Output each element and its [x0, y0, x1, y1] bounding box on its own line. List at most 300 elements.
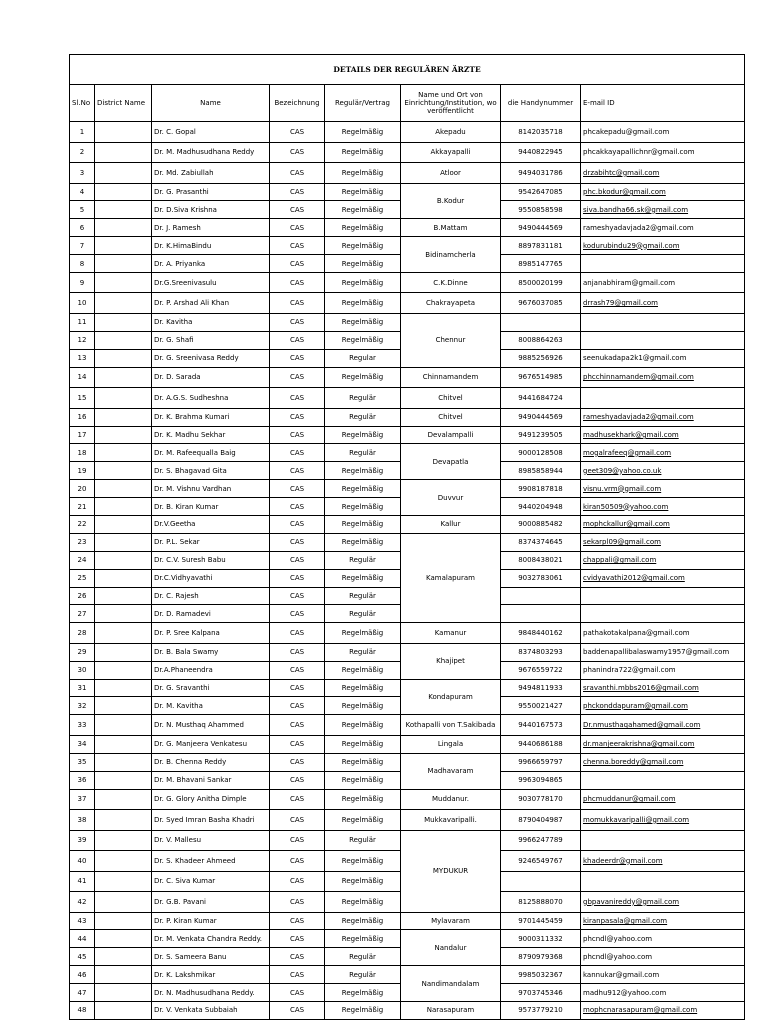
institution-cell: Chinnamandem [401, 367, 501, 388]
table-row [70, 408, 745, 426]
institution-cell: Narasapuram [401, 1002, 501, 1020]
designation-cell: CAS [270, 643, 325, 661]
designation-cell: CAS [270, 331, 325, 349]
type-cell: Regelmäßig [325, 715, 401, 736]
type-cell: Regelmäßig [325, 569, 401, 587]
header-sl-no: Sl.No [70, 85, 95, 122]
email-link[interactable]: phcndl@yahoo.com [583, 934, 653, 943]
email-cell [581, 789, 745, 810]
designation-cell: CAS [270, 715, 325, 736]
designation-cell: CAS [270, 697, 325, 715]
institution-cell: Lingala [401, 735, 501, 753]
type-cell: Regulär [325, 388, 401, 409]
institution-cell: Akkayapalli [401, 142, 501, 163]
institution-cell: C.K.Dinne [401, 272, 501, 293]
email-cell [581, 587, 745, 605]
table-row [70, 753, 745, 771]
email-link[interactable]: Dr.nmusthaqahamed@gmail.com [583, 721, 701, 730]
district-cell [95, 810, 152, 831]
sl-no-cell: 37 [70, 789, 95, 810]
sl-no-cell: 46 [70, 966, 95, 984]
mobile-cell: 8008438021 [501, 551, 581, 569]
email-link[interactable]: rameshyadavjada2@gmail.com [583, 413, 694, 422]
institution-cell: Kamalapuram [401, 533, 501, 622]
email-link[interactable]: phckonddapuram@gmail.com [583, 701, 688, 710]
name-cell: Dr. C. Rajesh [152, 587, 270, 605]
district-cell [95, 462, 152, 480]
table-row [70, 293, 745, 314]
designation-cell: CAS [270, 789, 325, 810]
district-cell [95, 715, 152, 736]
sl-no-cell: 14 [70, 367, 95, 388]
type-cell: Regelmäßig [325, 498, 401, 516]
mobile-cell: 9963094865 [501, 771, 581, 789]
table-row [70, 533, 745, 551]
name-cell: Dr. V. Venkata Subbaiah [152, 1002, 270, 1020]
mobile-cell: 9494811933 [501, 679, 581, 697]
email-cell [581, 871, 745, 892]
designation-cell: CAS [270, 771, 325, 789]
email-link[interactable]: mophcnarasapuram@gmail.com [583, 1006, 698, 1015]
email-link[interactable]: madhu912@yahoo.com [583, 988, 667, 997]
district-cell [95, 679, 152, 697]
mobile-cell: 8790404987 [501, 810, 581, 831]
designation-cell: CAS [270, 930, 325, 948]
name-cell: Dr. B. Chenna Reddy [152, 753, 270, 771]
mobile-cell: 9490444569 [501, 219, 581, 237]
district-cell [95, 367, 152, 388]
designation-cell: CAS [270, 605, 325, 623]
designation-cell: CAS [270, 871, 325, 892]
district-cell [95, 735, 152, 753]
email-cell [581, 142, 745, 163]
mobile-cell: 9440822945 [501, 142, 581, 163]
sl-no-cell: 30 [70, 661, 95, 679]
district-cell [95, 408, 152, 426]
mobile-cell: 9676514985 [501, 367, 581, 388]
designation-cell: CAS [270, 426, 325, 444]
district-cell [95, 388, 152, 409]
sl-no-cell: 23 [70, 533, 95, 551]
mobile-cell: 9550021427 [501, 697, 581, 715]
mobile-cell: 9908187818 [501, 480, 581, 498]
table-row [70, 313, 745, 331]
sl-no-cell: 11 [70, 313, 95, 331]
email-cell [581, 201, 745, 219]
institution-cell: MYDUKUR [401, 830, 501, 912]
email-cell [581, 122, 745, 143]
designation-cell: CAS [270, 892, 325, 913]
email-link[interactable]: gbpavanireddy@gmail.com [583, 897, 680, 906]
table-row [70, 966, 745, 984]
sl-no-cell: 5 [70, 201, 95, 219]
mobile-cell: 9441684724 [501, 388, 581, 409]
type-cell: Regelmäßig [325, 183, 401, 201]
type-cell: Regelmäßig [325, 163, 401, 184]
mobile-cell: 8500020199 [501, 272, 581, 293]
email-cell [581, 515, 745, 533]
sl-no-cell: 33 [70, 715, 95, 736]
type-cell: Regelmäßig [325, 679, 401, 697]
name-cell: Dr. B. Kiran Kumar [152, 498, 270, 516]
email-link[interactable]: phcakepadu@gmail.com [583, 127, 670, 136]
table-row [70, 679, 745, 697]
sl-no-cell: 4 [70, 183, 95, 201]
sl-no-cell: 19 [70, 462, 95, 480]
email-cell [581, 533, 745, 551]
mobile-cell: 8985858944 [501, 462, 581, 480]
type-cell: Regelmäßig [325, 331, 401, 349]
table-row [70, 272, 745, 293]
institution-cell: B.Mattam [401, 219, 501, 237]
type-cell: Regulär [325, 966, 401, 984]
designation-cell: CAS [270, 462, 325, 480]
designation-cell: CAS [270, 237, 325, 255]
sl-no-cell: 24 [70, 551, 95, 569]
designation-cell: CAS [270, 984, 325, 1002]
email-cell [581, 810, 745, 831]
mobile-cell [501, 871, 581, 892]
designation-cell: CAS [270, 1002, 325, 1020]
mobile-cell: 9490444569 [501, 408, 581, 426]
email-link[interactable]: sekarpl09@gmail.com [583, 538, 661, 547]
district-cell [95, 515, 152, 533]
email-link[interactable]: anjanabhiram@gmail.com [583, 278, 676, 287]
email-link[interactable]: mophckallur@gmail.com [583, 520, 670, 529]
sl-no-cell: 31 [70, 679, 95, 697]
email-cell [581, 444, 745, 462]
sl-no-cell: 9 [70, 272, 95, 293]
designation-cell: CAS [270, 533, 325, 551]
designation-cell: CAS [270, 851, 325, 872]
sl-no-cell: 48 [70, 1002, 95, 1020]
name-cell: Dr. D. Sarada [152, 367, 270, 388]
district-cell [95, 587, 152, 605]
email-link[interactable]: kannukar@gmail.com [583, 970, 660, 979]
email-cell [581, 408, 745, 426]
name-cell: Dr. P. Sree Kalpana [152, 623, 270, 644]
sl-no-cell: 44 [70, 930, 95, 948]
email-link[interactable]: pathakotakalpana@gmail.com [583, 629, 690, 638]
name-cell: Dr. K. Brahma Kumari [152, 408, 270, 426]
district-cell [95, 533, 152, 551]
email-link[interactable]: chenna.boreddy@gmail.com [583, 758, 684, 767]
mobile-cell: 9701445459 [501, 912, 581, 930]
designation-cell: CAS [270, 830, 325, 851]
sl-no-cell: 10 [70, 293, 95, 314]
sl-no-cell: 25 [70, 569, 95, 587]
mobile-cell: 8374374645 [501, 533, 581, 551]
sl-no-cell: 7 [70, 237, 95, 255]
email-cell [581, 367, 745, 388]
email-link[interactable]: kiranpasala@gmail.com [583, 916, 668, 925]
table-row [70, 515, 745, 533]
type-cell: Regulär [325, 948, 401, 966]
institution-cell: Kothapalli von T.Sakibada [401, 715, 501, 736]
district-cell [95, 498, 152, 516]
table-row [70, 715, 745, 736]
institution-cell: Chitvel [401, 388, 501, 409]
mobile-cell: 9848440162 [501, 623, 581, 644]
institution-cell: Kamanur [401, 623, 501, 644]
mobile-cell: 9966659797 [501, 753, 581, 771]
email-link[interactable]: baddenapallibalaswamy1957@gmail.com [583, 648, 730, 657]
email-cell [581, 462, 745, 480]
type-cell: Regulär [325, 408, 401, 426]
district-cell [95, 569, 152, 587]
district-cell [95, 771, 152, 789]
designation-cell: CAS [270, 122, 325, 143]
mobile-cell: 9000311332 [501, 930, 581, 948]
email-link[interactable]: cvidyavathi2012@gmail.com [583, 574, 685, 583]
type-cell: Regelmäßig [325, 661, 401, 679]
email-cell [581, 735, 745, 753]
sl-no-cell: 15 [70, 388, 95, 409]
district-cell [95, 444, 152, 462]
mobile-cell: 9542647085 [501, 183, 581, 201]
name-cell: Dr. S. Sameera Banu [152, 948, 270, 966]
district-cell [95, 605, 152, 623]
type-cell: Regelmäßig [325, 771, 401, 789]
email-cell [581, 930, 745, 948]
district-cell [95, 313, 152, 331]
email-link[interactable]: phcmuddanur@gmail.com [583, 795, 676, 804]
email-cell [581, 272, 745, 293]
name-cell: Dr. K. Lakshmikar [152, 966, 270, 984]
district-cell [95, 163, 152, 184]
designation-cell: CAS [270, 661, 325, 679]
email-link[interactable]: phcchinnamandem@gmail.com [583, 373, 694, 382]
type-cell: Regelmäßig [325, 789, 401, 810]
designation-cell: CAS [270, 408, 325, 426]
designation-cell: CAS [270, 272, 325, 293]
email-cell [581, 679, 745, 697]
email-link[interactable]: drzabihtc@gmail.com [583, 168, 660, 177]
email-link[interactable]: phcndl@yahoo.com [583, 952, 653, 961]
type-cell: Regelmäßig [325, 984, 401, 1002]
mobile-cell: 9440686188 [501, 735, 581, 753]
district-cell [95, 183, 152, 201]
header-designation: Bezeichnung [270, 85, 325, 122]
sl-no-cell: 27 [70, 605, 95, 623]
district-cell [95, 948, 152, 966]
email-cell [581, 830, 745, 851]
type-cell: Regulär [325, 643, 401, 661]
table-row [70, 912, 745, 930]
table-title: DETAILS DER REGULÄREN ÄRZTE [70, 55, 745, 85]
sl-no-cell: 32 [70, 697, 95, 715]
name-cell: Dr. M. Kavitha [152, 697, 270, 715]
name-cell: Dr. Md. Zabiullah [152, 163, 270, 184]
email-link[interactable]: madhusekhark@gmail.com [583, 430, 679, 439]
mobile-cell: 8897831181 [501, 237, 581, 255]
email-link[interactable]: kiran50509@yahoo.com [583, 502, 669, 511]
designation-cell: CAS [270, 569, 325, 587]
district-cell [95, 984, 152, 1002]
email-link[interactable]: dr.manjeerakrishna@gmail.com [583, 740, 695, 749]
email-link[interactable]: drrash79@gmail.com [583, 299, 658, 308]
district-cell [95, 661, 152, 679]
sl-no-cell: 16 [70, 408, 95, 426]
email-cell [581, 605, 745, 623]
name-cell: Dr. P. Arshad Ali Khan [152, 293, 270, 314]
institution-cell: Akepadu [401, 122, 501, 143]
type-cell: Regelmäßig [325, 462, 401, 480]
table-row [70, 735, 745, 753]
table-row [70, 388, 745, 409]
email-link[interactable]: sravanthi.mbbs2016@gmail.com [583, 684, 699, 693]
table-row [70, 183, 745, 201]
email-cell [581, 643, 745, 661]
sl-no-cell: 38 [70, 810, 95, 831]
email-link[interactable]: visnu.vrm@gmail.com [583, 484, 662, 493]
name-cell: Dr. G. Sreenivasa Reddy [152, 349, 270, 367]
email-cell [581, 715, 745, 736]
email-link[interactable]: kodurubindu29@gmail.com [583, 241, 680, 250]
table-row [70, 426, 745, 444]
mobile-cell: 9000128508 [501, 444, 581, 462]
type-cell: Regelmäßig [325, 892, 401, 913]
table-row [70, 219, 745, 237]
email-cell [581, 1002, 745, 1020]
mobile-cell: 9440204948 [501, 498, 581, 516]
mobile-cell: 9000885482 [501, 515, 581, 533]
mobile-cell: 9676559722 [501, 661, 581, 679]
institution-cell: Nandimandalam [401, 966, 501, 1002]
sl-no-cell: 36 [70, 771, 95, 789]
header-institution-place: Name und Ort von Einrichtung/Institution, wo veröffentlicht [401, 85, 501, 122]
email-cell [581, 551, 745, 569]
email-link[interactable]: siva.bandha66.sk@gmail.com [583, 205, 689, 214]
type-cell: Regelmäßig [325, 237, 401, 255]
designation-cell: CAS [270, 735, 325, 753]
name-cell: Dr.A.Phaneendra [152, 661, 270, 679]
designation-cell: CAS [270, 480, 325, 498]
name-cell: Dr. Syed Imran Basha Khadri [152, 810, 270, 831]
table-row [70, 163, 745, 184]
mobile-cell: 9966247789 [501, 830, 581, 851]
email-cell [581, 255, 745, 273]
type-cell: Regelmäßig [325, 753, 401, 771]
mobile-cell: 8374803293 [501, 643, 581, 661]
district-cell [95, 349, 152, 367]
email-link[interactable]: geet309@yahoo.co.uk [583, 466, 662, 475]
header-name: Name [152, 85, 270, 122]
institution-cell: Mukkavaripalli. [401, 810, 501, 831]
designation-cell: CAS [270, 255, 325, 273]
designation-cell: CAS [270, 444, 325, 462]
email-cell [581, 697, 745, 715]
name-cell: Dr. V. Mallesu [152, 830, 270, 851]
name-cell: Dr. G.B. Pavani [152, 892, 270, 913]
designation-cell: CAS [270, 912, 325, 930]
designation-cell: CAS [270, 142, 325, 163]
designation-cell: CAS [270, 163, 325, 184]
district-cell [95, 480, 152, 498]
email-cell [581, 219, 745, 237]
sl-no-cell: 29 [70, 643, 95, 661]
sl-no-cell: 43 [70, 912, 95, 930]
name-cell: Dr. M. Madhusudhana Reddy [152, 142, 270, 163]
designation-cell: CAS [270, 498, 325, 516]
type-cell: Regelmäßig [325, 515, 401, 533]
designation-cell: CAS [270, 753, 325, 771]
name-cell: Dr. C. Siva Kumar [152, 871, 270, 892]
name-cell: Dr. A.G.S. Sudheshna [152, 388, 270, 409]
name-cell: Dr. Kavitha [152, 313, 270, 331]
institution-cell: Chennur [401, 313, 501, 367]
email-link[interactable]: mogalrafeeq@gmail.com [583, 448, 672, 457]
type-cell: Regelmäßig [325, 480, 401, 498]
email-link[interactable]: khadeerdr@gmail.com [583, 856, 663, 865]
email-link[interactable]: momukkavaripalli@gmail.com [583, 815, 690, 824]
email-cell [581, 984, 745, 1002]
table-row [70, 1002, 745, 1020]
email-cell [581, 237, 745, 255]
name-cell: Dr. G. Glory Anitha Dimple [152, 789, 270, 810]
institution-cell: Mylavaram [401, 912, 501, 930]
sl-no-cell: 35 [70, 753, 95, 771]
name-cell: Dr. J. Ramesh [152, 219, 270, 237]
district-cell [95, 851, 152, 872]
sl-no-cell: 2 [70, 142, 95, 163]
type-cell: Regelmäßig [325, 255, 401, 273]
mobile-cell: 8790979368 [501, 948, 581, 966]
email-link[interactable]: chappali@gmail.com [583, 556, 657, 565]
table-row [70, 930, 745, 948]
mobile-cell: 8125888070 [501, 892, 581, 913]
mobile-cell: 8985147765 [501, 255, 581, 273]
name-cell: Dr. N. Musthaq Ahammed [152, 715, 270, 736]
type-cell: Regelmäßig [325, 293, 401, 314]
district-cell [95, 272, 152, 293]
district-cell [95, 966, 152, 984]
type-cell: Regelmäßig [325, 930, 401, 948]
sl-no-cell: 12 [70, 331, 95, 349]
name-cell: Dr. C.V. Suresh Babu [152, 551, 270, 569]
email-cell [581, 498, 745, 516]
name-cell: Dr. G. Prasanthi [152, 183, 270, 201]
email-cell [581, 313, 745, 331]
type-cell: Regelmäßig [325, 426, 401, 444]
mobile-cell: 9491239505 [501, 426, 581, 444]
district-cell [95, 789, 152, 810]
institution-cell: Khajipet [401, 643, 501, 679]
institution-cell: B.Kodur [401, 183, 501, 219]
table-row [70, 810, 745, 831]
sl-no-cell: 22 [70, 515, 95, 533]
name-cell: Dr.G.Sreenivasulu [152, 272, 270, 293]
mobile-cell [501, 605, 581, 623]
email-cell [581, 331, 745, 349]
email-link[interactable]: phanindra722@gmail.com [583, 666, 676, 675]
type-cell: Regulär [325, 830, 401, 851]
email-link[interactable]: phc.bkodur@gmail.com [583, 187, 666, 196]
designation-cell: CAS [270, 587, 325, 605]
type-cell: Regelmäßig [325, 272, 401, 293]
email-link[interactable]: seenukadapa2k1@gmail.com [583, 354, 687, 363]
name-cell: Dr. N. Madhusudhana Reddy. [152, 984, 270, 1002]
name-cell: Dr. S. Khadeer Ahmeed [152, 851, 270, 872]
designation-cell: CAS [270, 551, 325, 569]
type-cell: Regelmäßig [325, 122, 401, 143]
designation-cell: CAS [270, 219, 325, 237]
mobile-cell: 9246549767 [501, 851, 581, 872]
mobile-cell: 9030778170 [501, 789, 581, 810]
email-link[interactable]: phcakkayapallichnr@gmail.com [583, 148, 695, 157]
email-link[interactable]: rameshyadavjada2@gmail.com [583, 223, 694, 232]
mobile-cell: 9703745346 [501, 984, 581, 1002]
